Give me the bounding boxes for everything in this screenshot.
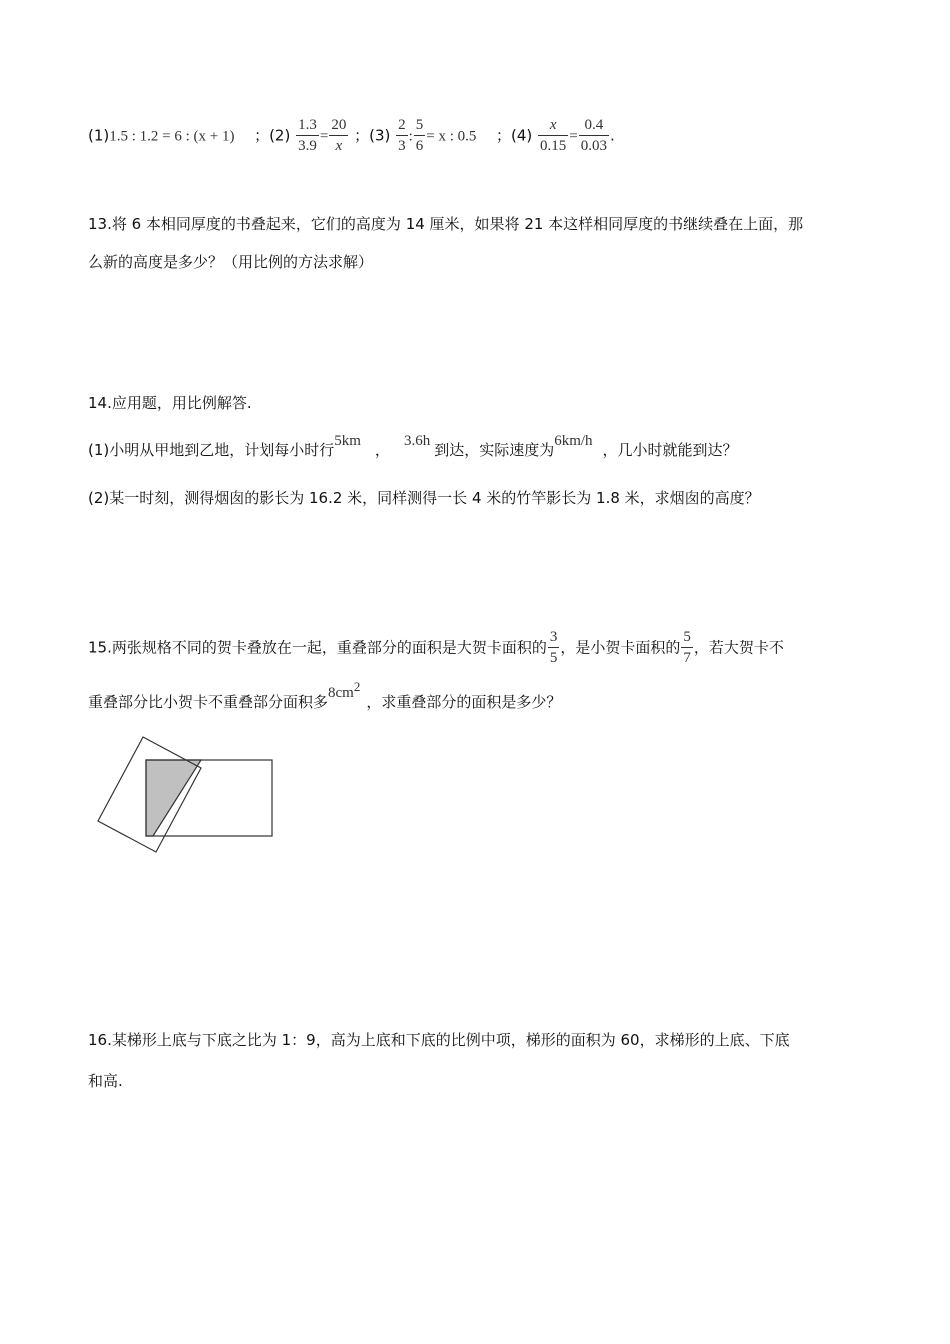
q14-time-value: 3.6h (403, 433, 431, 449)
q15-frac-1: $\frac{3}{5}$ (549, 629, 558, 666)
overlapping-cards-figure (94, 733, 284, 863)
q12-frac-2: $\frac{20}{x}$ (331, 117, 347, 154)
q14-title: 14.应用题，用比例解答. (88, 394, 252, 412)
q14-actual-speed-value: 6km/h (554, 433, 593, 449)
q16-line-2: 和高. (88, 1072, 123, 1090)
q14-part-2: (2)某一时刻，测得烟囱的影长为 16.2 米，同样测得一长 4 米的竹竿影长为 1.8 米，求烟囱的高度？ (88, 489, 760, 507)
q13-line-1: 13.将 6 本相同厚度的书叠起来，它们的高度为 14 厘米，如果将 21 本这样相同厚度的书继续叠在上面，那 (88, 215, 804, 233)
q13-line-2: 么新的高度是多少？（用比例的方法求解） (88, 253, 374, 271)
q16-line-1: 16.某梯形上底与下底之比为 1：9，高为上底和下底的比例中项，梯形的面积为 60，求梯形的上底、下底 (88, 1031, 790, 1049)
q12-frac-1: $\frac{1.3}{3.9}$ (298, 117, 317, 154)
q15-line-2: 重叠部分比小贺卡不重叠部分面积多8cm2，求重叠部分的面积是多少？ (88, 679, 562, 711)
q12-label-4: ；(4) (496, 126, 533, 145)
q15-frac-2: $\frac{5}{7}$ (683, 629, 691, 666)
q12-frac-4: $\frac{5}{6}$ (415, 117, 424, 154)
q12-frac-3: $\frac{2}{3}$ (398, 117, 406, 154)
q12-frac-5: $\frac{x}{0.15}$ (540, 117, 567, 154)
q15-line-1: 15.两张规格不同的贺卡叠放在一起，重叠部分的面积是大贺卡面积的 $\frac{3}{5}$ ，是小贺卡面积的 $\frac{5}{7}$ ，若大贺卡不 (88, 629, 784, 666)
q12-label-2: ；(2) (254, 126, 291, 145)
q12-frac-6: $\frac{0.4}{0.03}$ (580, 117, 607, 154)
q14-speed-value: 5km (334, 433, 361, 449)
overlap-shaded-region (146, 760, 201, 836)
q12-eq-1: 1.5 : 1.2 = 6 : (x + 1) (109, 128, 235, 145)
q14-part-1: (1)小明从甲地到乙地，计划每小时行5km ， 3.6h 到达，实际速度为6km/h ，几小时就能到达？ (88, 433, 738, 459)
q12-equations: (1)1.5 : 1.2 = 6 : (x + 1) ；(2) $\frac{1.3}{3.9}$ = $\frac{20}{x}$ ；(3) $\frac{2}{3}$ : $\frac{5}{6}$ = x : 0.5 ；(4) $\frac{x}{0.15}$ = $\frac{0.4}{0.03}$ . (88, 117, 615, 154)
q12-label-3: ；(3) (354, 126, 391, 145)
q15-area-value: 8cm2 (328, 679, 361, 701)
q12-label-1: (1) (88, 126, 110, 145)
